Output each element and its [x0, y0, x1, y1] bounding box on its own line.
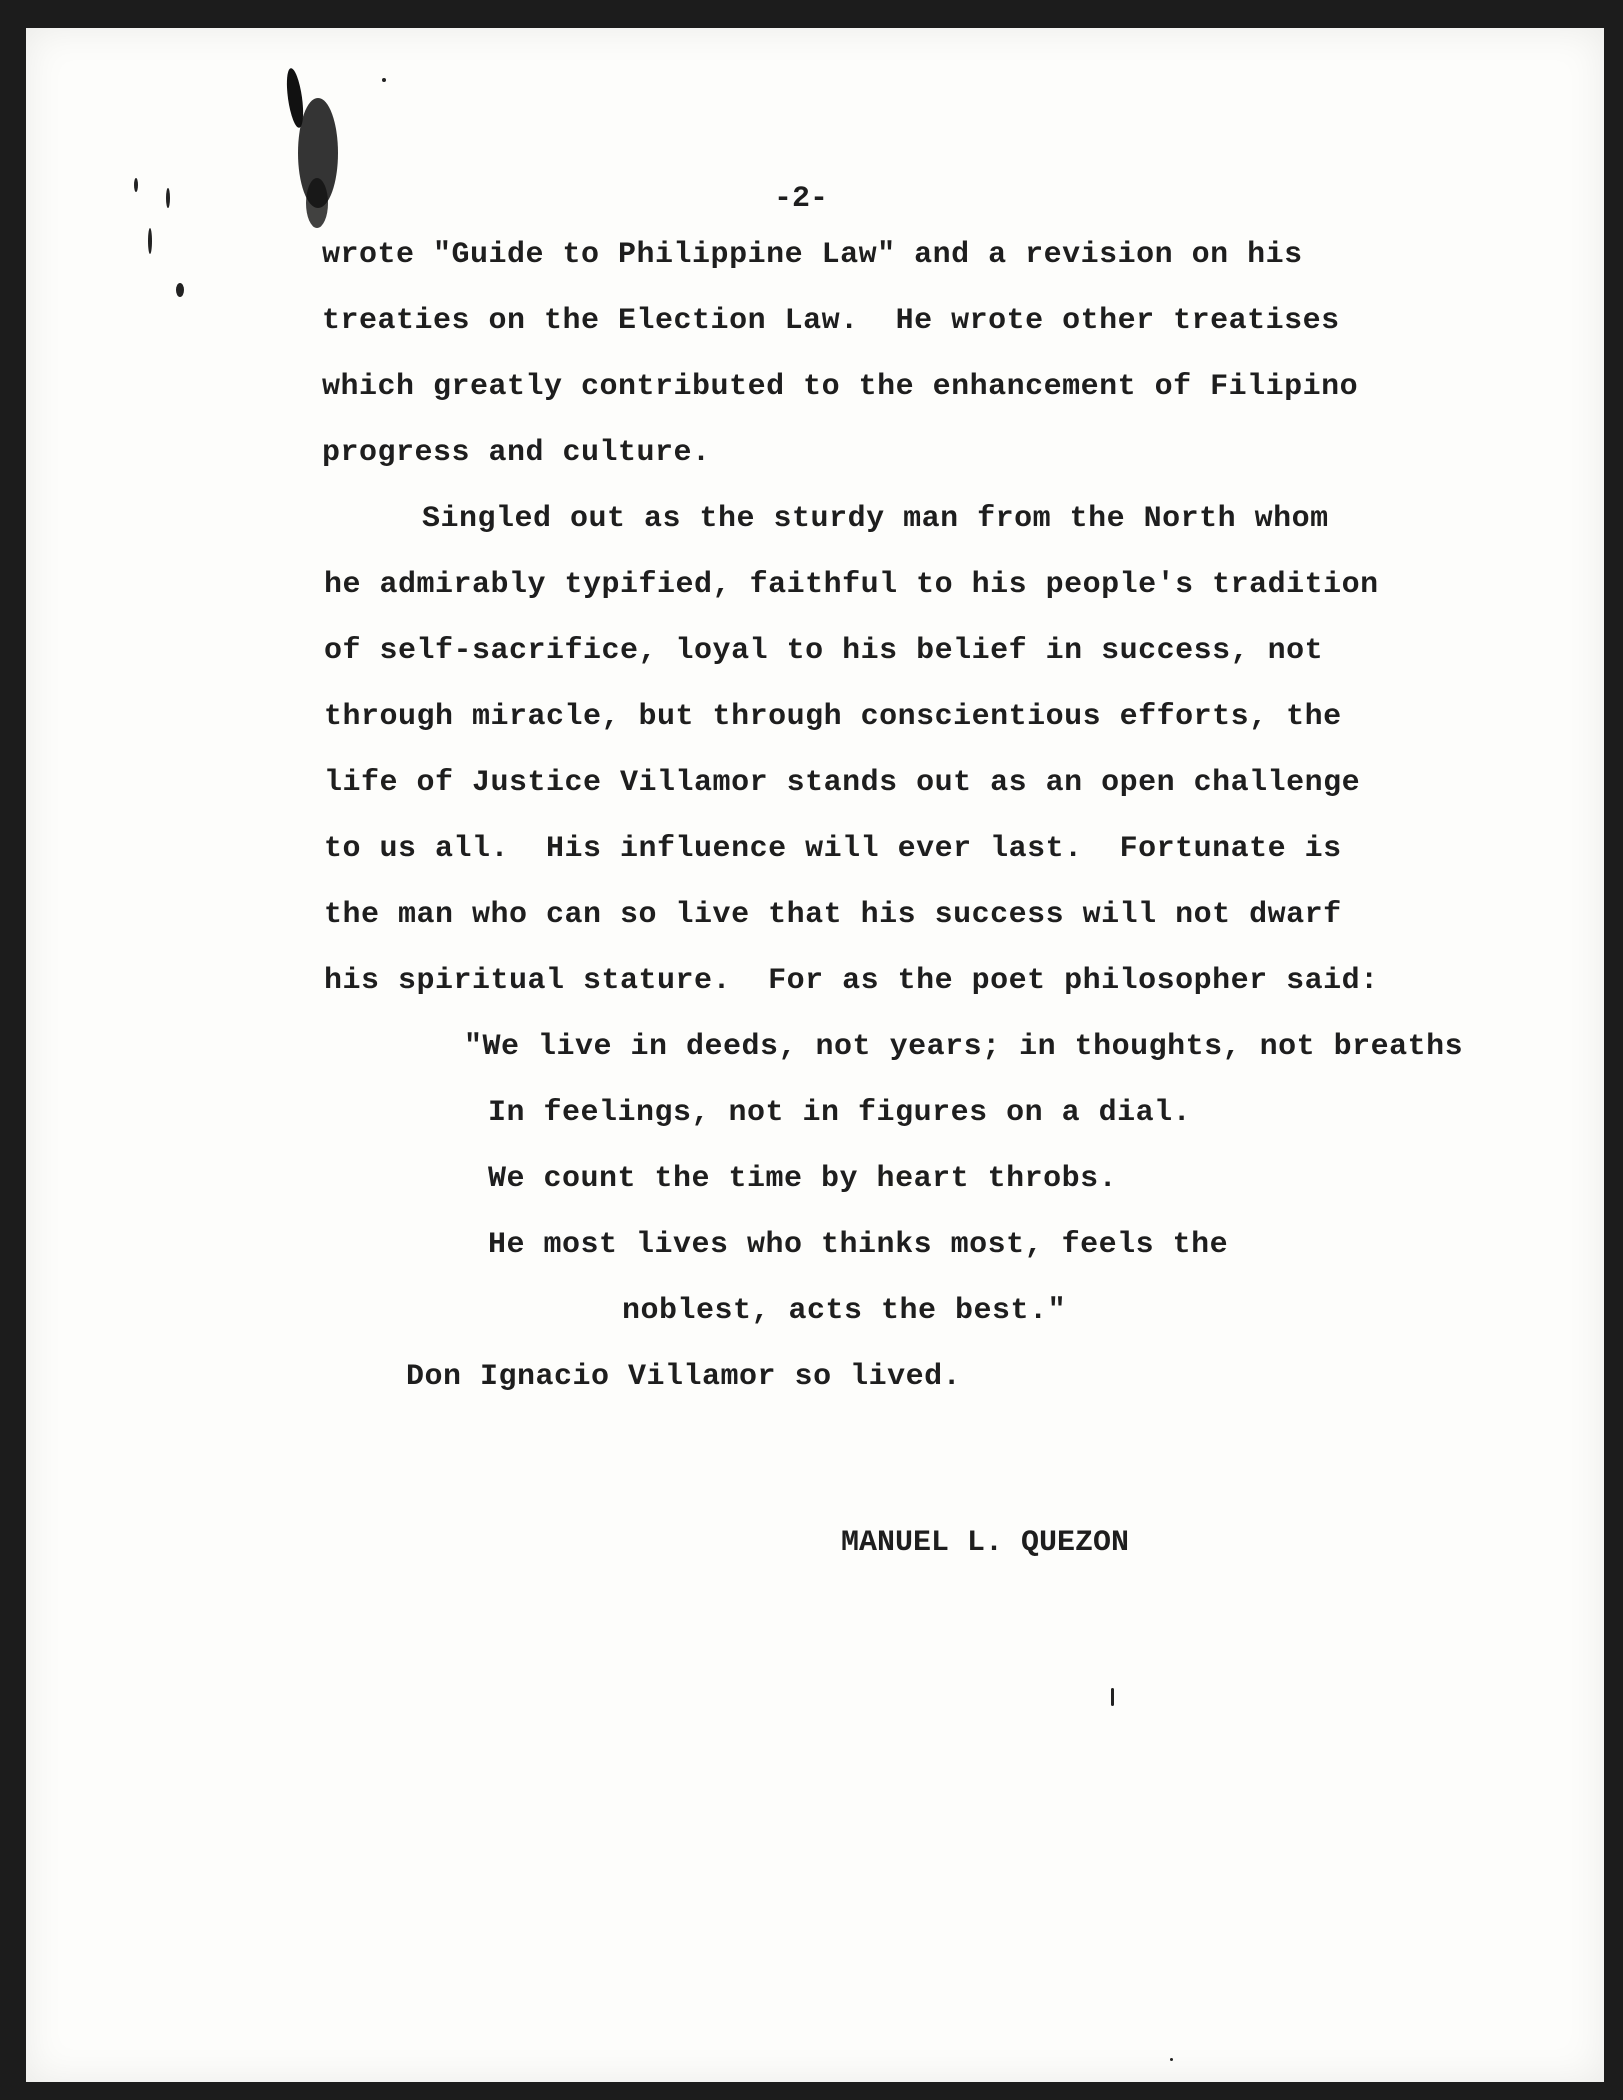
poem-line: noblest, acts the best.": [622, 1294, 1067, 1328]
poem-line: He most lives who thinks most, feels the: [488, 1228, 1229, 1262]
ink-speck: [148, 228, 152, 254]
poem-line: In feelings, not in figures on a dial.: [488, 1096, 1192, 1130]
paragraph-line: the man who can so live that his success will not dwarf: [324, 898, 1342, 932]
ink-speck: [1111, 1688, 1114, 1706]
paragraph-line: of self-sacrifice, loyal to his belief in success, not: [324, 634, 1324, 668]
paragraph-line: treaties on the Election Law. He wrote other treatises: [322, 304, 1340, 338]
paragraph-line: Singled out as the sturdy man from the North whom: [422, 502, 1329, 536]
paragraph-line: wrote "Guide to Philippine Law" and a revision on his: [322, 238, 1303, 272]
ink-speck: [134, 178, 138, 192]
ink-speck: [166, 188, 170, 208]
ink-smudge: [306, 178, 328, 228]
paragraph-line: he admirably typified, faithful to his people's tradition: [324, 568, 1379, 602]
paragraph-line: progress and culture.: [322, 436, 711, 470]
ink-speck: [176, 283, 184, 297]
paragraph-line: through miracle, but through conscientious efforts, the: [324, 700, 1342, 734]
paragraph-line: life of Justice Villamor stands out as an open challenge: [324, 766, 1361, 800]
signature: MANUEL L. QUEZON: [841, 1526, 1130, 1560]
closing-line: Don Ignacio Villamor so lived.: [406, 1360, 962, 1394]
ink-speck: [1170, 2058, 1173, 2061]
ink-speck: [382, 78, 386, 82]
page-number: -2-: [774, 182, 829, 216]
poem-line: We count the time by heart throbs.: [488, 1162, 1118, 1196]
paragraph-line: which greatly contributed to the enhancement of Filipino: [322, 370, 1359, 404]
paragraph-line: to us all. His influence will ever last. Fortunate is: [324, 832, 1342, 866]
paragraph-line: his spiritual stature. For as the poet philosopher said:: [324, 964, 1379, 998]
poem-line: "We live in deeds, not years; in thoughts, not breaths: [464, 1030, 1464, 1064]
document-page: [26, 28, 1604, 2082]
